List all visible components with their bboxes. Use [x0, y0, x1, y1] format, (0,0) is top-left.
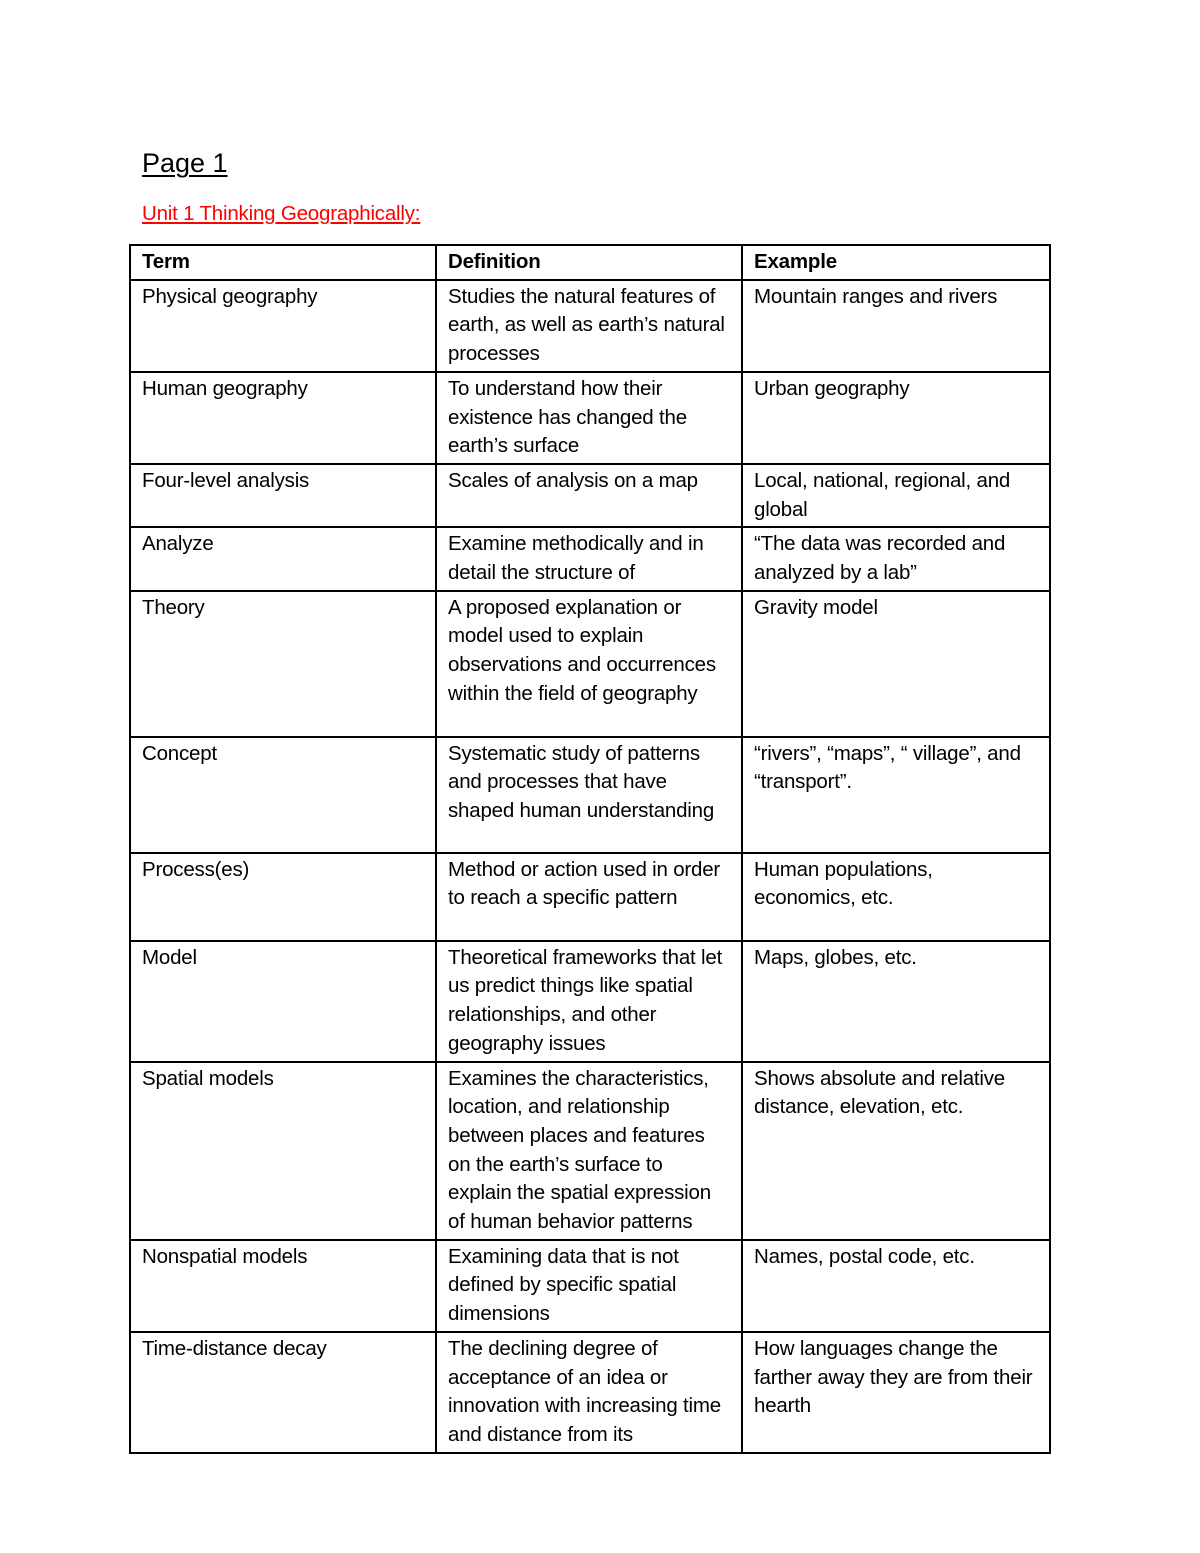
cell-term: Time-distance decay: [130, 1332, 436, 1453]
cell-example: “rivers”, “maps”, “ village”, and “transport”.: [742, 737, 1050, 853]
cell-definition: Theoretical frameworks that let us predict things like spatial relationships, and other geography issues: [436, 941, 742, 1062]
cell-term: Human geography: [130, 372, 436, 464]
table-row: [130, 464, 1050, 527]
table-row: [130, 527, 1050, 590]
table-row: [130, 1240, 1050, 1332]
table-row: [130, 1062, 1050, 1240]
cell-example: How languages change the farther away they are from their hearth: [742, 1332, 1050, 1453]
cell-term: Model: [130, 941, 436, 1062]
cell-term: Process(es): [130, 853, 436, 941]
table-header-row: [130, 245, 1050, 280]
cell-definition: To understand how their existence has changed the earth’s surface: [436, 372, 742, 464]
table-row: [130, 280, 1050, 372]
header-term: Term: [130, 245, 436, 280]
cell-definition: Method or action used in order to reach a specific pattern: [436, 853, 742, 941]
cell-term: Spatial models: [130, 1062, 436, 1240]
cell-term: Concept: [130, 737, 436, 853]
table-row: [130, 853, 1050, 941]
cell-term: Physical geography: [130, 280, 436, 372]
cell-example: “The data was recorded and analyzed by a lab”: [742, 527, 1050, 590]
table-row: [130, 941, 1050, 1062]
cell-example: Names, postal code, etc.: [742, 1240, 1050, 1332]
cell-definition: Scales of analysis on a map: [436, 464, 742, 527]
cell-definition: Examine methodically and in detail the structure of: [436, 527, 742, 590]
table-row: [130, 372, 1050, 464]
cell-definition: Examining data that is not defined by specific spatial dimensions: [436, 1240, 742, 1332]
cell-example: Shows absolute and relative distance, elevation, etc.: [742, 1062, 1050, 1240]
cell-example: Human populations, economics, etc.: [742, 853, 1050, 941]
cell-example: Mountain ranges and rivers: [742, 280, 1050, 372]
cell-example: Local, national, regional, and global: [742, 464, 1050, 527]
cell-definition: Studies the natural features of earth, as well as earth’s natural processes: [436, 280, 742, 372]
terms-table: [129, 244, 1051, 1454]
cell-definition: A proposed explanation or model used to explain observations and occurrences within the field of geography: [436, 591, 742, 737]
cell-term: Four-level analysis: [130, 464, 436, 527]
header-definition: Definition: [436, 245, 742, 280]
cell-term: Analyze: [130, 527, 436, 590]
cell-term: Nonspatial models: [130, 1240, 436, 1332]
table-row: [130, 737, 1050, 853]
cell-example: Maps, globes, etc.: [742, 941, 1050, 1062]
table-row: [130, 1332, 1050, 1453]
table-row: [130, 591, 1050, 737]
unit-title: Unit 1 Thinking Geographically:: [142, 202, 421, 225]
cell-definition: The declining degree of acceptance of an idea or innovation with increasing time and distance from its: [436, 1332, 742, 1453]
cell-term: Theory: [130, 591, 436, 737]
cell-definition: Examines the characteristics, location, and relationship between places and features on the earth’s surface to explain the spatial expression of human behavior patterns: [436, 1062, 742, 1240]
cell-example: Gravity model: [742, 591, 1050, 737]
cell-example: Urban geography: [742, 372, 1050, 464]
page-title: Page 1: [142, 148, 228, 178]
cell-definition: Systematic study of patterns and processes that have shaped human understanding: [436, 737, 742, 853]
header-example: Example: [742, 245, 1050, 280]
